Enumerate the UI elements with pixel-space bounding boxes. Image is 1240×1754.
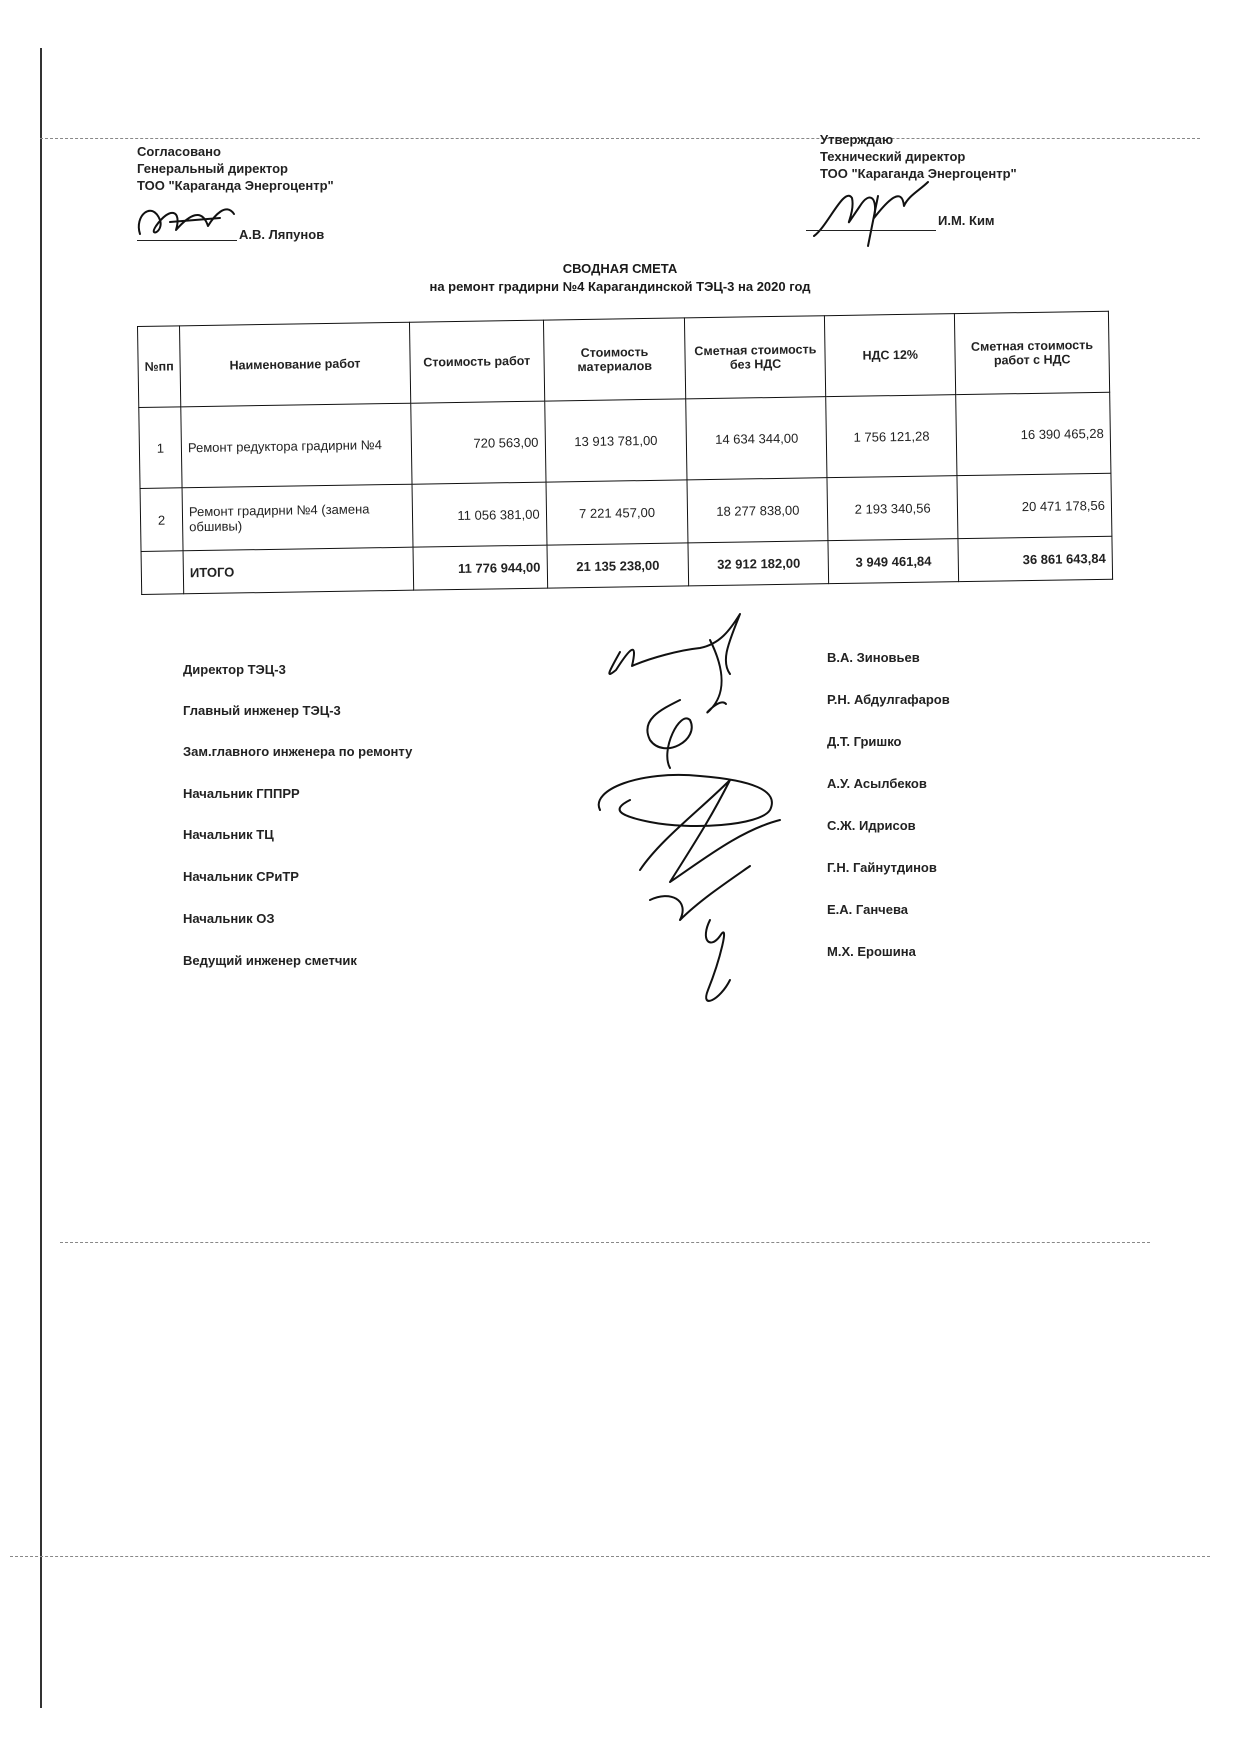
approval-left-name: А.В. Ляпунов	[239, 227, 325, 242]
signatory-name: Г.Н. Гайнутдинов	[827, 860, 937, 875]
signatory-position: Зам.главного инженера по ремонту	[183, 744, 413, 759]
signatory-position: Начальник ОЗ	[183, 911, 275, 926]
row-materials-cost: 13 913 781,00	[544, 399, 687, 482]
scan-fold-line-bottom	[10, 1556, 1210, 1557]
signatory-position: Ведущий инженер сметчик	[183, 953, 357, 968]
estimate-table	[137, 311, 1113, 595]
approval-left-company: ТОО "Караганда Энергоцентр"	[137, 178, 334, 193]
table-header-row	[138, 311, 1110, 407]
approval-right-position: Технический директор	[820, 149, 966, 164]
signature-line-right	[806, 230, 936, 231]
signatory-position: Начальник ГППРР	[183, 786, 300, 801]
total-vat: 3 949 461,84	[828, 539, 958, 584]
total-cost-no-vat: 32 912 182,00	[688, 541, 829, 586]
signatory-name: М.Х. Ерошина	[827, 944, 916, 959]
table-row	[139, 392, 1111, 488]
row-work-cost: 720 563,00	[410, 401, 545, 484]
total-label: ИТОГО	[183, 547, 413, 594]
signature-lyapunov	[130, 196, 240, 246]
signatory-position: Директор ТЭЦ-3	[183, 662, 286, 677]
signatory-name: А.У. Асылбеков	[827, 776, 927, 791]
row-materials-cost: 7 221 457,00	[546, 480, 689, 545]
header-no: №пп	[138, 326, 181, 408]
signature-line-left	[137, 240, 237, 241]
approval-left-position: Генеральный директор	[137, 161, 288, 176]
approval-right-name: И.М. Ким	[938, 213, 995, 228]
row-cost-no-vat: 18 277 838,00	[687, 478, 828, 543]
row-vat: 2 193 340,56	[827, 476, 958, 541]
row-work-cost: 11 056 381,00	[412, 482, 547, 547]
header-cost-with-vat: Сметная стоимость работ с НДС	[955, 311, 1110, 394]
header-vat: НДС 12%	[825, 314, 956, 397]
signatory-name: С.Ж. Идрисов	[827, 818, 916, 833]
total-work-cost: 11 776 944,00	[413, 545, 548, 590]
total-materials-cost: 21 135 238,00	[547, 543, 690, 588]
signatory-name: Р.Н. Абдулгафаров	[827, 692, 950, 707]
signatory-name: Д.Т. Гришко	[827, 734, 902, 749]
header-materials-cost: Стоимость материалов	[543, 318, 686, 401]
approval-right-label: Утверждаю	[820, 132, 894, 147]
scan-fold-line-top	[40, 138, 1200, 139]
header-work-name: Наименование работ	[180, 322, 411, 407]
signatory-name: Е.А. Ганчева	[827, 902, 909, 917]
header-work-cost: Стоимость работ	[409, 320, 544, 403]
document-title	[0, 260, 1240, 296]
total-no	[141, 551, 184, 595]
approval-left-label: Согласовано	[137, 144, 221, 159]
scan-left-edge	[40, 48, 42, 1708]
row-work-name: Ремонт градирни №4 (замена обшивы)	[182, 484, 413, 551]
signatory-position: Главный инженер ТЭЦ-3	[183, 703, 341, 718]
row-work-name: Ремонт редуктора градирни №4	[181, 403, 412, 488]
signatory-position: Начальник СРиТР	[183, 869, 299, 884]
signature-kim	[808, 176, 938, 256]
row-vat: 1 756 121,28	[826, 395, 957, 478]
approval-right-company: ТОО "Караганда Энергоцентр"	[820, 166, 1017, 181]
signatory-position: Начальник ТЦ	[183, 827, 274, 842]
row-cost-no-vat: 14 634 344,00	[686, 397, 827, 480]
row-no: 2	[140, 488, 183, 552]
row-no: 1	[139, 407, 182, 489]
header-cost-no-vat: Сметная стоимость без НДС	[685, 316, 826, 399]
approval-right-block	[820, 131, 1017, 182]
scan-fold-line-middle	[60, 1242, 1150, 1243]
signatory-name: В.А. Зиновьев	[827, 650, 920, 665]
row-cost-with-vat: 16 390 465,28	[956, 392, 1111, 475]
signatures-cluster	[580, 600, 830, 1030]
document-title-sub: на ремонт градирни №4 Карагандинской ТЭЦ-3 на 2020 год	[429, 279, 811, 294]
approval-left-block	[137, 143, 334, 194]
total-cost-with-vat: 36 861 643,84	[958, 536, 1113, 581]
document-title-main: СВОДНАЯ СМЕТА	[562, 261, 678, 276]
row-cost-with-vat: 20 471 178,56	[957, 473, 1112, 538]
